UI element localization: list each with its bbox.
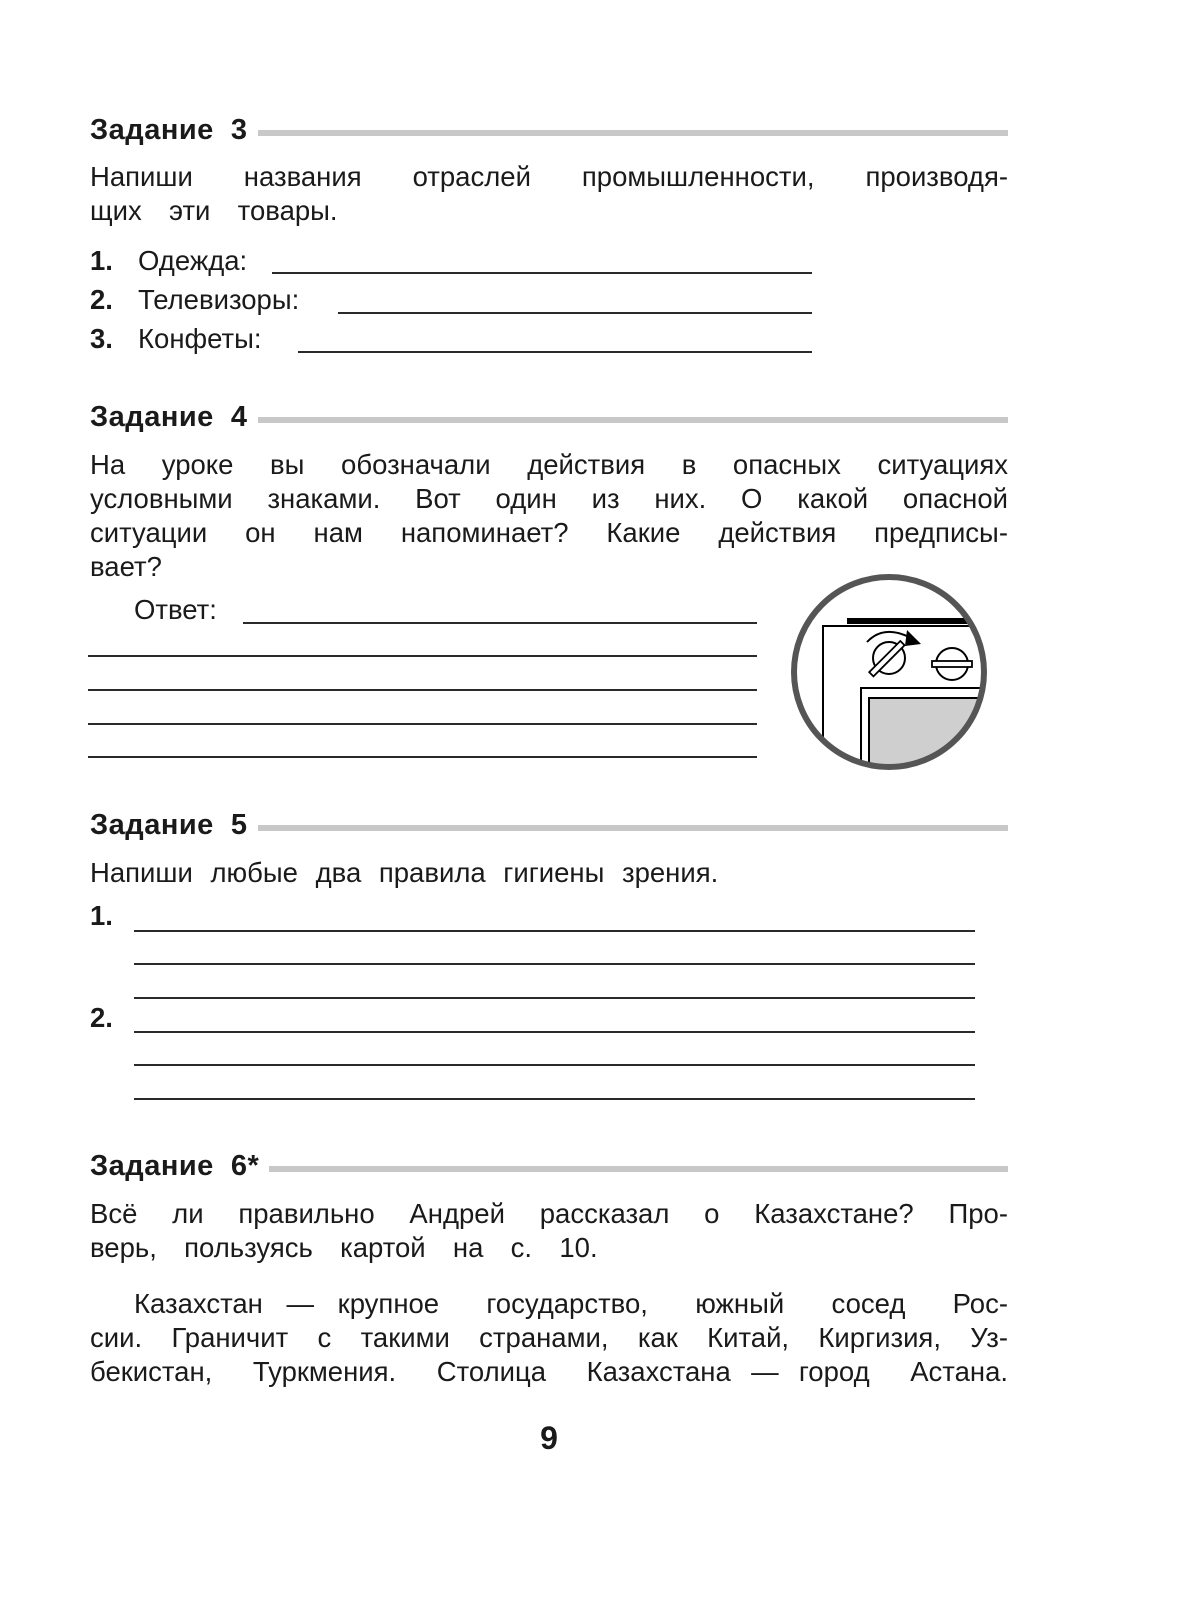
task-5-item-2-number: 2. [90,1002,113,1033]
item-number: 3. [90,323,113,354]
task-5-answer-line-1a[interactable] [134,930,975,932]
task-5-answer-line-1b[interactable] [134,963,975,965]
task-5-answer-line-2c[interactable] [134,1098,975,1100]
task-3-item-3 [90,323,262,355]
task-3-answer-line-1[interactable] [272,272,812,274]
item-label: Телевизоры: [138,284,300,315]
task-4-text: На уроке вы обозначали действия в опасных ситуациях условными знаками. Вот один из них. О какой опасной ситуации он нам напоминает? Какие действия предписы- вает? [90,449,1008,582]
task-4-title: Задание 4 [90,401,248,433]
task-3-answer-line-2[interactable] [338,312,812,314]
item-number: 1. [90,245,113,276]
item-number: 2. [90,284,113,315]
task-4-heading [90,401,1008,434]
answer-label: Ответ: [134,594,217,625]
task-3-heading [90,114,1008,147]
gas-stove-sign-icon [789,572,989,772]
task-4-answer-label-row [134,594,217,626]
task-5-answer-line-1c[interactable] [134,997,975,999]
task-5-answer-line-2b[interactable] [134,1064,975,1066]
task-5-heading [90,809,1008,842]
task-5-title: Задание 5 [90,809,248,841]
task-4-answer-line-5[interactable] [88,756,757,758]
task-4-answer-line-3[interactable] [88,689,757,691]
task-6-heading [90,1150,1008,1183]
task-4-answer-line-1[interactable] [243,622,757,624]
task-6-title: Задание 6* [90,1150,260,1182]
task-3-item-1 [90,245,247,277]
task-3-title: Задание 3 [90,114,248,146]
task-3-item-2 [90,284,299,316]
task-6-text: Всё ли правильно Андрей рассказал о Казахстане? Про- верь, пользуясь картой на с. 10. [90,1198,1008,1263]
task-4-answer-line-2[interactable] [88,655,757,657]
heading-rule [258,825,1008,831]
task-6-story: Казахстан — крупное государство, южный сосед Рос- сии. Граничит с такими странами, как Китай, Киргизия, Уз- бекистан, Туркмения. Столица Казахстана — город Астана. [90,1288,1008,1387]
task-5-item-1-number: 1. [90,900,113,931]
item-label: Одежда: [138,245,248,276]
task-3-answer-line-3[interactable] [298,351,812,353]
task-4-answer-line-4[interactable] [88,723,757,725]
task-3-text: Напиши названия отраслей промышленности, производя- щих эти товары. [90,161,1008,226]
heading-rule [258,417,1008,423]
page-number: 9 [540,1420,558,1456]
heading-rule [258,130,1008,136]
task-5-text: Напиши любые два правила гигиены зрения. [90,857,719,888]
heading-rule [269,1166,1008,1172]
item-label: Конфеты: [138,323,262,354]
task-5-answer-line-2a[interactable] [134,1031,975,1033]
